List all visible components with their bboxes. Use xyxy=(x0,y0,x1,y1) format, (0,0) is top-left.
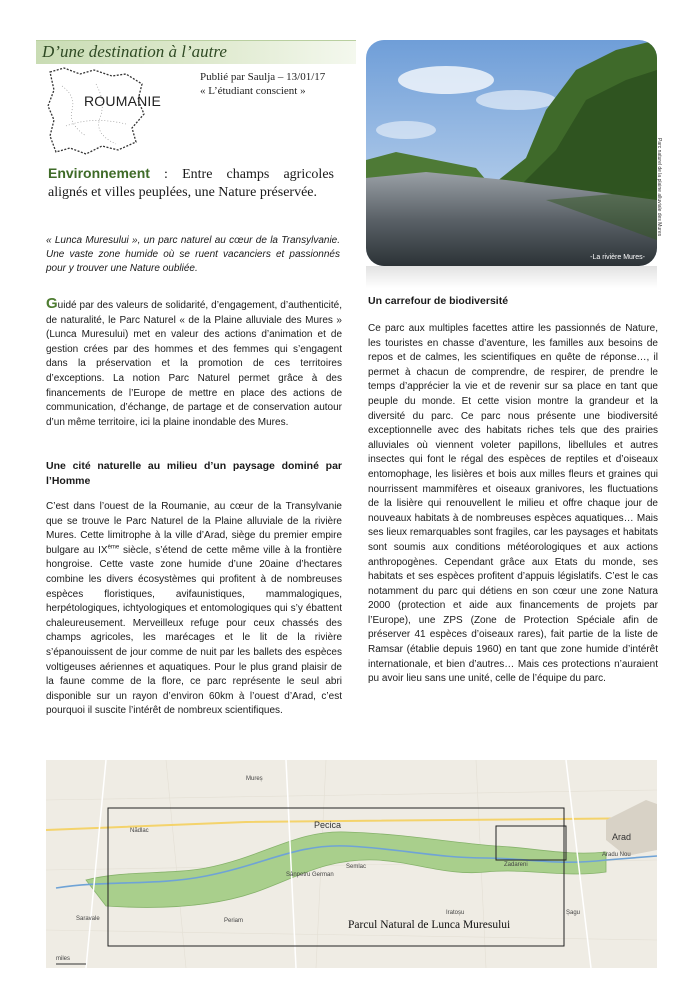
paragraph-2 xyxy=(46,500,342,719)
map-label-nadlac: Nădlac xyxy=(130,828,149,834)
map-label-arad-nou: Aradu Nou xyxy=(602,852,631,858)
map-label-iratosu: Iratoșu xyxy=(446,910,465,916)
map-label-periam: Periam xyxy=(224,918,244,924)
paragraph-2-superscript: ème xyxy=(107,544,120,551)
park-map xyxy=(46,760,657,968)
map-label-arad: Arad xyxy=(612,832,632,842)
map-label-mures: Mureș xyxy=(246,776,263,782)
map-label-semlac: Semlac xyxy=(346,864,367,870)
paragraph-1-text: uidé par des valeurs de solidarité, d’engagement, d’authenticité, de naturalité, le Parc Naturel « de la Plaine alluviale des Mures » (Lunca Muresului) met en valeur des actions d’animation et de gestion crées par des hommes et des femmes qui s’engagent dans la préservation et la promotion de ces territoires d’exceptions. La notion Parc Naturel permet grâce à des financements de l’Europe de mettre en place des actions de communication, d’échange, de partage et de conservation autour d’un même territoire, ici la plaine inondable des Mures. xyxy=(46,300,342,428)
publication-name: « L’étudiant conscient » xyxy=(200,85,306,97)
river-photo xyxy=(366,40,657,266)
headline-keyword: Environnement xyxy=(48,165,150,181)
paragraph-1 xyxy=(46,297,342,430)
paragraph-3: Ce parc aux multiples facettes attire les passionnés de Nature, les touristes en chasse d’aventure, les familles aux besoins de repos et de calmes, les scientifiques en quête de réponse…, il permet à chacun de comprendre, de respirer, de prendre le temps d’apprécier la vie et de revenir sur sa place en tant que peuple du monde. Et cette vision montre la grandeur et la diversité du parc. Ce parc nous présente une biodiversité exceptionnelle avec des habitats riches tels que des prairies alluviales où viennent voleter papillons, libellules et autres insectes qui font le régal des espèces de reptiles et d’oiseaux entomophage, les lisières et bois aux milles fleurs et graines qui nourrissent mammifères et oiseaux granivores, les fluctuations de la lisière qui renouvellent le milieu et offre chaque jour de nouveaux habitats à de nombreuses espèces aquatiques… Mais ses lieux remarquables sont fragiles, car les paysages et habitats sont soumis aux conditions météorologiques et aux actions anthropogènes. Cependant grâce aux Etats du monde, ses habitats et ses espèces profitent d’appuis législatifs. C’est le cas notamment du parc qui détiens en son cœur une zone Natura 2000 (protection et aide aux financements de projets par l’Europe), une ZPS (Zone de Protection Spéciale afin de préserver 41 espèces d’oiseaux rares), fait partie de la liste de Ramsar (établie depuis 1960) en tant que zone humide d’intérêt internationale, et bien d’autres… Mais ces protections n’auraient pu avoir lieu sans une unité, celle de l’équipe du parc. xyxy=(368,323,658,685)
map-scale-label: miles xyxy=(56,956,71,962)
section-banner xyxy=(36,40,356,64)
romania-map-logo xyxy=(46,66,148,156)
photo-credit: Parc naturel de la plaine alluviale des Mures xyxy=(656,138,662,237)
drop-cap: G xyxy=(46,295,58,312)
photo-reflection xyxy=(366,266,657,288)
map-label-sag: Șagu xyxy=(566,910,581,916)
headline-text: : Entre champs agricoles alignés et villes peuplées, une Nature préservée. xyxy=(48,167,334,200)
map-label-sanpetru: Sânpetru German xyxy=(286,872,334,878)
article-headline xyxy=(48,164,334,202)
photo-caption: -La rivière Mures- xyxy=(590,254,645,261)
heading-cite-naturelle: Une cité naturelle au milieu d’un paysage dominé par l’Homme xyxy=(46,460,342,487)
article-lead: « Lunca Muresului », un parc naturel au cœur de la Transylvanie. Une vaste zone humide où se ruent vacanciers et passionnés pour y trouver une Nature oubliée. xyxy=(46,235,340,274)
map-title: Parcul Natural de Lunca Muresului xyxy=(348,919,511,931)
paragraph-2-text-a: C’est dans l’ouest de la Roumanie, au cœur de la Transylvanie que se trouve le Parc Naturel de la Plaine alluviale de la rivière Mures. Cette limitrophe à la ville d’Arad, siège du premier empire bulgare au IX xyxy=(46,501,342,556)
map-label-pecica: Pecica xyxy=(314,820,342,830)
map-label-saravale: Saravale xyxy=(76,916,100,922)
banner-title: D’une destination à l’autre xyxy=(42,42,227,61)
published-by: Publié par Saulja – 13/01/17 xyxy=(200,71,326,83)
logo-country-name: ROUMANIE xyxy=(84,93,162,109)
byline xyxy=(200,70,325,98)
paragraph-2-text-b: siècle, s’étend de cette même ville à la frontière hongroise. Cette vaste zone humide d’une 20aine d’hectares combine les divers écosystèmes qui profitent à de nombreuses espèces floristiques, avifaunistiques, mammalogiques, herpétologiques, ichtyologiques et entomologiques qui s’y ébattent chaleureusement. Merveilleux refuge pour ceux chassés des champs agricoles, les marécages et le lit de la rivière s’épanouissent de jour comme de nuit par les ballets des espèces voltigeuses aériennes et aquatiques. Pour le plus grand plaisir de la faune comme de la flore, ce parc représente le seul abri disponible sur un rayon d’environ 60km à l’ouest d’Arad, c’est pourquoi il suscite l’intérêt de nombreux scientifiques. xyxy=(46,544,342,717)
map-label-zadareni: Zadareni xyxy=(504,862,528,868)
heading-biodiversite: Un carrefour de biodiversité xyxy=(368,295,509,307)
